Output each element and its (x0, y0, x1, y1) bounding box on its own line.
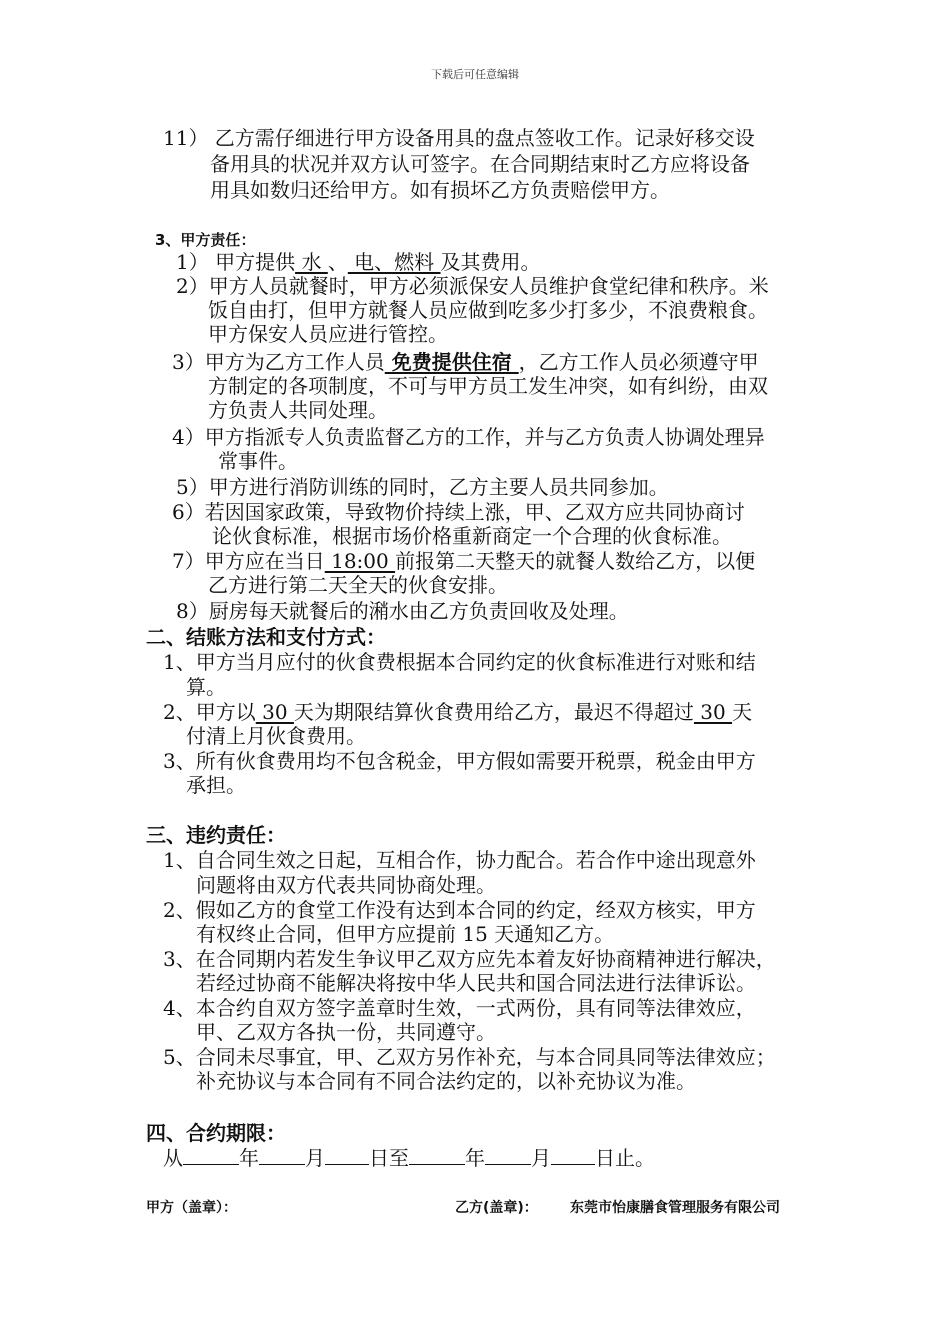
section-3-heading: 三、违约责任： (146, 823, 286, 847)
duty-3-text-a: 3）甲方为乙方工作人员 (172, 350, 385, 374)
sec3-item-4-line-2: 甲、乙双方各执一份，共同遵守。 (196, 1020, 496, 1044)
end-day-blank[interactable] (551, 1146, 595, 1165)
end-year-blank[interactable] (409, 1146, 465, 1165)
sec2-item-2-text-c: 天 (732, 700, 753, 724)
duty-7-deadline-time: 18:00 (324, 549, 396, 573)
sec2-item-2-text-b: 天为期限结算伙食费用给乙方，最迟不得超过 (293, 700, 694, 724)
party-b-company-name: 东莞市怡康膳食管理服务有限公司 (570, 1200, 780, 1216)
duty-7-line-1 (172, 549, 755, 573)
sec3-item-1-line-2: 问题将由双方代表共同协商处理。 (196, 873, 496, 897)
sec2-item-1-line-1: 1、甲方当月应付的伙食费根据本合同约定的伙食标准进行对账和结 (163, 650, 756, 674)
duty-3-free-lodging: 免费提供住宿 (384, 350, 519, 374)
duty-2-line-3: 甲方保安人员应进行管控。 (208, 322, 448, 346)
term-end: 日止。 (595, 1146, 655, 1170)
term-from: 从 (163, 1146, 183, 1170)
duty-7-line-2: 乙方进行第二天全天的伙食安排。 (208, 573, 508, 597)
duty-1-water: 水 (295, 250, 328, 274)
payment-deadline-days: 30 (693, 700, 733, 724)
sec3-item-2-line-1: 2、假如乙方的食堂工作没有达到本合同的约定，经双方核实，甲方 (163, 898, 756, 922)
party-b-seal-label: 乙方(盖章)： (455, 1200, 538, 1216)
duty-4-line-2: 常事件。 (218, 449, 298, 473)
contract-term-line (163, 1146, 655, 1170)
sec3-item-4-line-1: 4、本合约自双方签字盖章时生效，一式两份，具有同等法律效应， (163, 996, 756, 1020)
term-day-to: 日至 (369, 1146, 409, 1170)
duty-2-line-1: 2）甲方人员就餐时，甲方必须派保安人员维护食堂纪律和秩序。米 (176, 274, 769, 298)
duty-6-line-1: 6）若因国家政策，导致物价持续上涨，甲、乙双方应共同协商讨 (172, 500, 745, 524)
start-month-blank[interactable] (259, 1146, 305, 1165)
end-month-blank[interactable] (485, 1146, 531, 1165)
duty-7-text-a: 7）甲方应在当日 (172, 549, 325, 573)
duty-7-text-b: 前报第二天整天的就餐人数给乙方，以便 (395, 549, 756, 573)
section-4-heading: 四、合约期限： (146, 1121, 286, 1145)
sec2-item-1-line-2: 算。 (186, 675, 226, 699)
sec2-item-3-line-2: 承担。 (186, 773, 246, 797)
duty-8: 8）厨房每天就餐后的潲水由乙方负责回收及处理。 (176, 599, 629, 623)
sec3-item-5-line-1: 5、合同未尽事宜，甲、乙双方另作补充，与本合同具同等法律效应； (163, 1045, 776, 1069)
term-month-1: 月 (305, 1146, 325, 1170)
party-a-seal-label: 甲方（盖章）： (146, 1200, 237, 1216)
sec2-item-2-text-a: 2、甲方以 (163, 700, 256, 724)
sec2-item-3-line-1: 3、所有伙食费用均不包含税金，甲方假如需要开税票，税金由甲方 (163, 749, 756, 773)
sec3-item-2-line-2: 有权终止合同，但甲方应提前 15 天通知乙方。 (196, 922, 615, 946)
sec3-item-5-line-2: 补充协议与本合同有不同合法约定的，以补充协议为准。 (196, 1069, 696, 1093)
sec3-item-3-line-2: 若经过协商不能解决将按中华人民共和国合同法进行法律诉讼。 (196, 971, 756, 995)
duty-1 (176, 250, 541, 274)
duty-1-text-a: 1） 甲方提供 (176, 250, 296, 274)
section-2-heading: 二、结账方法和支付方式： (146, 625, 386, 649)
start-year-blank[interactable] (183, 1146, 239, 1165)
start-day-blank[interactable] (325, 1146, 369, 1165)
party-a-duties-heading: 3、甲方责任： (155, 231, 256, 249)
duty-3-line-1 (172, 350, 759, 374)
sec3-item-3-line-1: 3、在合同期内若发生争议甲乙双方应先本着友好协商精神进行解决， (163, 947, 776, 971)
duty-3-line-3: 方负责人共同处理。 (208, 398, 388, 422)
page-header-note: 下载后可任意编辑 (431, 68, 519, 81)
duty-1-power-fuel: 电、燃料 (347, 250, 441, 274)
duty-6-line-2: 论伙食标准，根据市场价格重新商定一个合理的伙食标准。 (212, 524, 732, 548)
term-year-1: 年 (239, 1146, 259, 1170)
duty-1-text-b: 、 (327, 250, 348, 274)
sec2-item-2-line-1 (163, 700, 752, 724)
settlement-period-days: 30 (255, 700, 294, 724)
term-month-2: 月 (531, 1146, 551, 1170)
duty-3-line-2: 方制定的各项制度，不可与甲方员工发生冲突，如有纠纷，由双 (208, 374, 768, 398)
sec3-item-1-line-1: 1、自合同生效之日起，互相合作，协力配合。若合作中途出现意外 (163, 848, 756, 872)
sec2-item-2-line-2: 付清上月伙食费用。 (186, 724, 366, 748)
duty-2-line-2: 饭自由打，但甲方就餐人员应做到吃多少打多少，不浪费粮食。 (208, 298, 768, 322)
clause-11-line-1: 11） 乙方需仔细进行甲方设备用具的盘点签收工作。记录好移交设 (163, 126, 755, 150)
duty-3-text-b: ，乙方工作人员必须遵守甲 (518, 350, 759, 374)
clause-11-line-3: 用具如数归还给甲方。如有损坏乙方负责赔偿甲方。 (210, 178, 670, 202)
duty-5: 5）甲方进行消防训练的同时，乙方主要人员共同参加。 (176, 475, 669, 499)
duty-4-line-1: 4）甲方指派专人负责监督乙方的工作，并与乙方负责人协调处理异 (172, 425, 765, 449)
duty-1-text-c: 及其费用。 (440, 250, 541, 274)
clause-11-line-2: 备用具的状况并双方认可签字。在合同期结束时乙方应将设备 (210, 152, 750, 176)
term-year-2: 年 (465, 1146, 485, 1170)
